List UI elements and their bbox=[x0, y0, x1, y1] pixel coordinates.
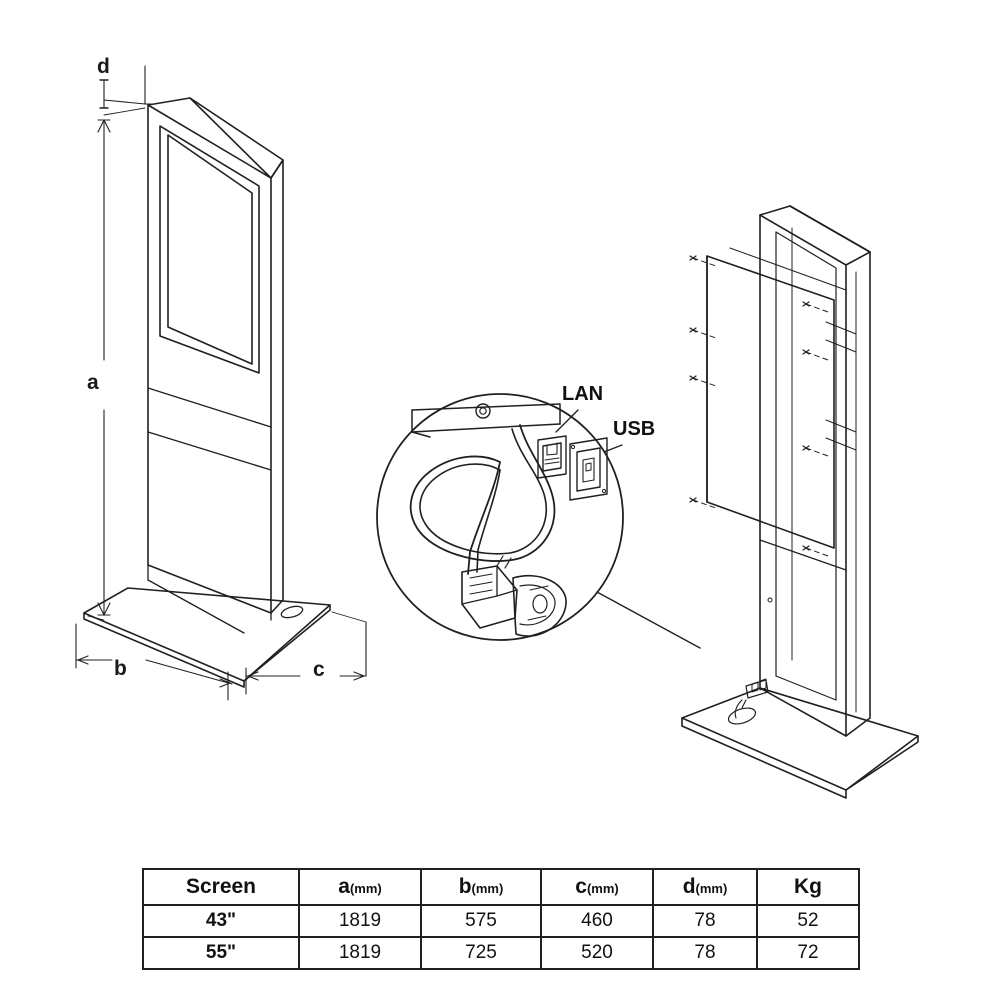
header-c bbox=[541, 869, 653, 905]
cell-d: 78 bbox=[653, 937, 757, 969]
dimension-label-a: a bbox=[87, 371, 99, 394]
header-b-unit: (mm) bbox=[471, 881, 504, 896]
header-d-label: d bbox=[682, 875, 696, 898]
table-row bbox=[143, 937, 859, 969]
table-header-row bbox=[143, 869, 859, 905]
cell-kg: 52 bbox=[757, 905, 859, 937]
cell-c: 520 bbox=[541, 937, 653, 969]
header-d-unit: (mm) bbox=[695, 881, 728, 896]
header-b bbox=[421, 869, 541, 905]
cell-b: 575 bbox=[421, 905, 541, 937]
dimension-label-c: c bbox=[313, 658, 325, 681]
header-b-label: b bbox=[458, 875, 472, 898]
cell-screen: 55" bbox=[143, 937, 299, 969]
cell-a: 1819 bbox=[299, 937, 421, 969]
header-a bbox=[299, 869, 421, 905]
dimension-a bbox=[88, 108, 145, 620]
usb-label: USB bbox=[613, 418, 656, 440]
cell-d: 78 bbox=[653, 905, 757, 937]
header-c-label: c bbox=[575, 875, 587, 898]
header-screen bbox=[143, 869, 299, 905]
spec-table-container bbox=[142, 868, 858, 970]
dimension-label-d: d bbox=[97, 55, 110, 78]
dimension-c bbox=[246, 612, 366, 694]
lan-label: LAN bbox=[562, 383, 604, 405]
cell-screen: 43" bbox=[143, 905, 299, 937]
dimension-label-b: b bbox=[114, 657, 127, 680]
header-a-label: a bbox=[338, 875, 350, 898]
cell-kg: 72 bbox=[757, 937, 859, 969]
header-a-unit: (mm) bbox=[349, 881, 382, 896]
header-kg bbox=[757, 869, 859, 905]
spec-table bbox=[142, 868, 860, 970]
cell-b: 725 bbox=[421, 937, 541, 969]
cell-c: 460 bbox=[541, 905, 653, 937]
header-d bbox=[653, 869, 757, 905]
header-c-unit: (mm) bbox=[586, 881, 619, 896]
cell-a: 1819 bbox=[299, 905, 421, 937]
header-screen-label: Screen bbox=[185, 875, 257, 898]
totem-right-exploded-view bbox=[682, 206, 918, 798]
totem-left-view bbox=[84, 98, 330, 687]
table-row bbox=[143, 905, 859, 937]
header-kg-label: Kg bbox=[794, 875, 822, 898]
dimension-b bbox=[76, 624, 232, 700]
